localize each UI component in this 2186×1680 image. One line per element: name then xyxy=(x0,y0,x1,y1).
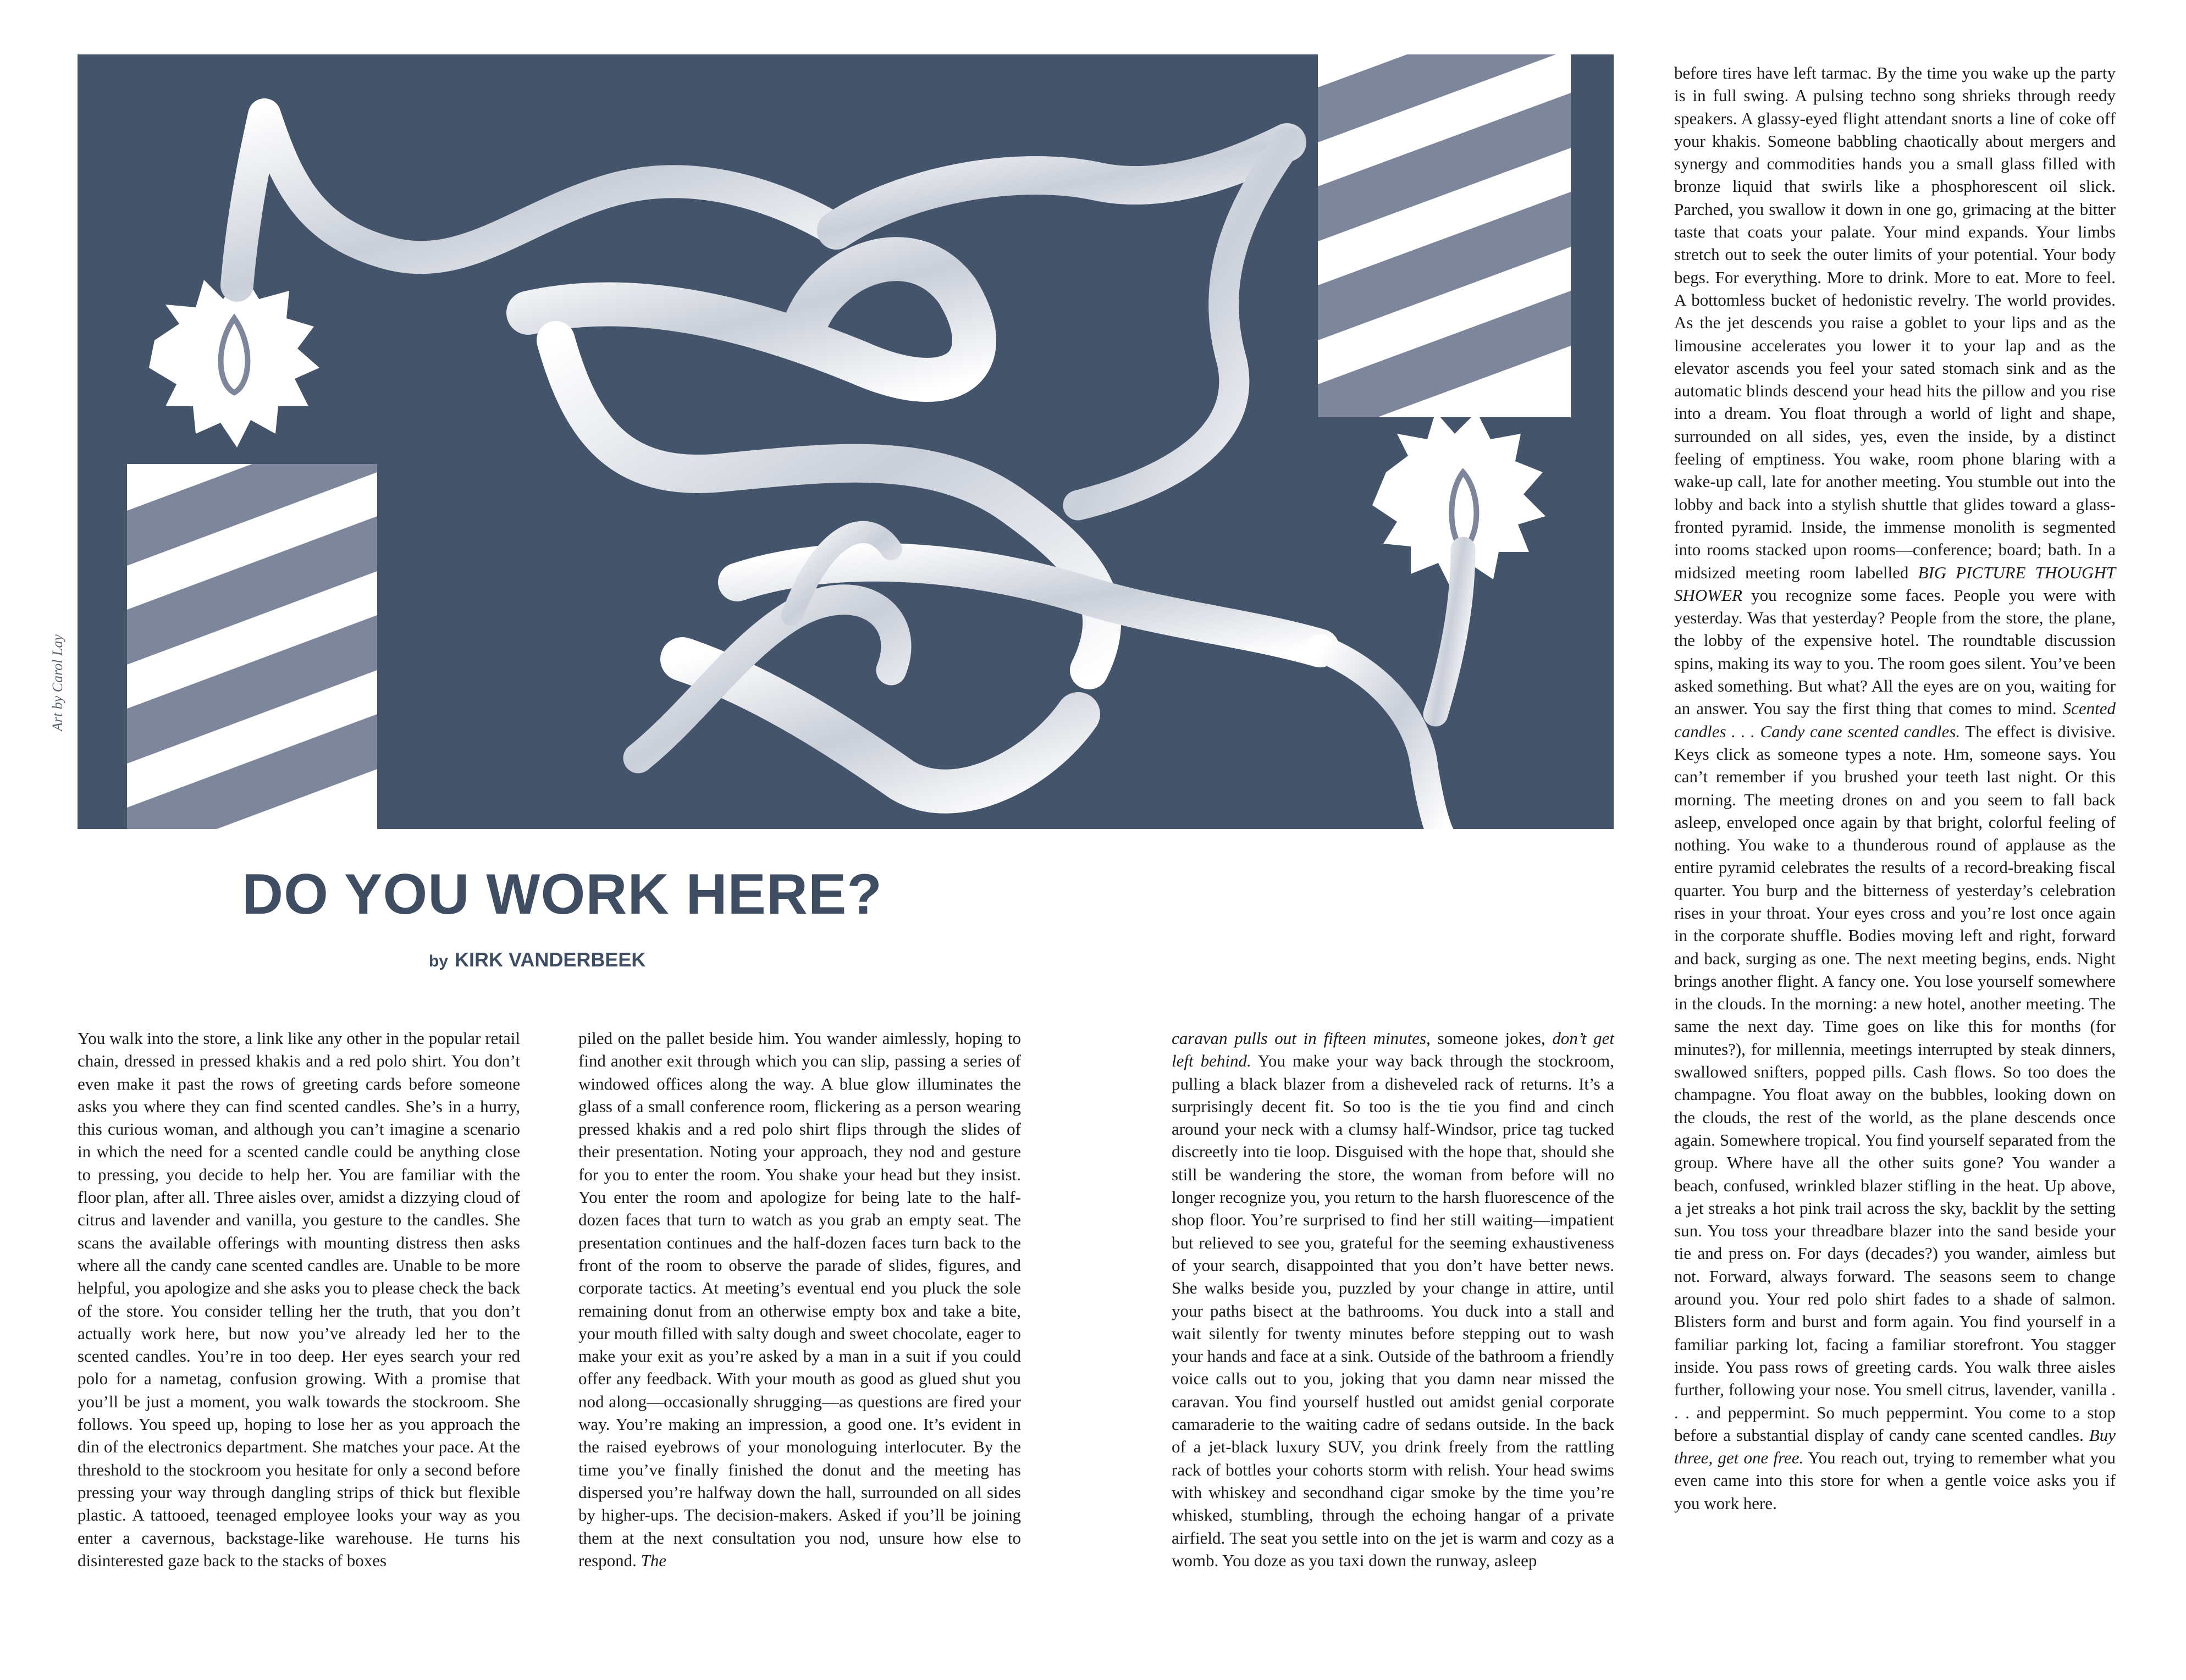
body-column-1: You walk into the store, a link like any other in the popular retail chain, dressed in pressed khakis and a red polo shirt. You don’t even make it past the rows of greeting cards before someone asks you where they can find scented candles. She’s in a hurry, this curious woman, and although you can’t imagine a scenario in which the need for a scented candle could be anything close to pressing, you decide to help her. You are familiar with the floor plan, after all. Three aisles over, amidst a dizzying cloud of citrus and lavender and vanilla, you gesture to the candles. She scans the available offerings with mounting distress then asks where all the candy cane scented candles are. Unable to be more helpful, you apologize and she asks you to please check the back of the store. You consider telling her the truth, that you don’t actually work here, but now you’ve already led her to the scented candles. You’re in too deep. Her eyes search your red polo for a nametag, confusion growing. With a promise that you’ll be just a moment, you walk towards the stockroom. She follows. You speed up, hoping to lose her as you approach the din of the electronics department. She matches your pace. At the threshold to the stockroom you hesitate for only a second before pressing your way through dangling strips of thick but flexible plastic. A tattooed, teenaged employee looks your way as you enter a cavernous, backstage-like warehouse. He turns his disinterested gaze back to the stacks of boxes xyxy=(78,1029,520,1570)
candles-ribbon-illustration xyxy=(78,54,1614,829)
illustration xyxy=(78,54,1614,829)
smoke-ribbon xyxy=(237,115,1463,829)
column-2-italic-end: The xyxy=(641,1550,667,1570)
article-title: DO YOU WORK HERE? xyxy=(242,863,882,926)
column-2-text: piled on the pallet beside him. You wander aimlessly, hoping to find another exit through which you can slip, passing a series of windowed offices along the way. A blue glow illuminates the glass of a small conference room, flickering as a person wearing pressed khakis and a red polo shirt flips through the slides of their presentation. Noting your approach, they nod and gesture for you to enter the room. You shake your head but they insist. You enter the room and apologize for being late to the half-dozen faces that turn to watch as you grab an empty seat. The presentation continues and the half-dozen faces turn back to the front of the room to observe the parade of slides, figures, and corporate tactics. At meeting’s eventual end you pluck the sole remaining donut from an otherwise empty box and take a bite, your mouth filled with salty dough and sweet chocolate, eager to make your exit as you’re asked by a man in a suit if you could offer any feedback. With your mouth as good as glued shut you nod along—occasionally shrugging—as questions are fired your way. You’re making an impression, a good one. It’s evident in the raised eyebrows of your monologuing interlocuter. By the time you’ve finally finished the donut and the meeting has dispersed you’re halfway down the hall, surrounded on all sides by higher-ups. The decision-makers. Asked if you’ll be joining them at the next consultation you nod, unsure how else to respond. xyxy=(578,1029,1021,1570)
room-label: BIG PICTURE THOUGHT SHOWER xyxy=(1674,562,2116,605)
column-4-text-a: before tires have left tarmac. By the time you wake up the party is in full swing. A pulsing techno song shrieks through reedy speakers. A glassy-eyed flight attendant snorts a line of coke off your khakis. Someone babbling chaotically about mergers and synergy and commodities hands you a small glass filled with bronze liquid that swirls like a phosphorescent oil slick. Parched, you swallow it down in one go, grimacing at the bitter taste that coats your palate. Your mind expands. Your limbs stretch out to seek the outer limits of your potential. Your body begs. For everything. More to drink. More to eat. More to feel. A bottomless bucket of hedonistic revelry. The world provides. As the jet descends you raise a goblet to your lips and as the limousine accelerates you lower it to your lap and as the elevator ascends you feel your sated stomach sink and as the automatic blinds descend your head hits the pillow and you rise into a dream. You float through a world of light and shape, surrounded on all sides, yes, even the inside, by a distinct feeling of emptiness. You wake, room phone blaring with a wake-up call, late for another meeting. You stumble out into the lobby and back into a stylish shuttle that glides toward a glass-fronted pyramid. Inside, the immense monolith is segmented into rooms stacked upon rooms—conference; board; bath. In a midsized meeting room labelled xyxy=(1674,63,2116,582)
column-3-italic-start: caravan pulls out in fifteen minutes xyxy=(1172,1029,1427,1048)
byline-prefix: by xyxy=(429,952,449,970)
body-column-3 xyxy=(1172,1027,1614,1643)
art-credit: Art by Carol Lay xyxy=(49,634,65,731)
column-3-quote: don’t get left behind. xyxy=(1172,1029,1614,1071)
right-candle xyxy=(1318,54,1571,439)
body-column-4 xyxy=(1674,62,2116,1656)
column-3-joke: , someone jokes, xyxy=(1426,1029,1553,1048)
column-4-text-d: You reach out, trying to remember what you even came into this store for when a gentle voice asks you if you work here. xyxy=(1674,1448,2116,1513)
candles-remark: Scented candles . . . Candy cane scented candles. xyxy=(1674,699,2116,741)
column-4-text-c: The effect is divisive. Keys click as someone types a note. Hm, someone says. You can’t remember if you brushed your teeth last night. Or this morning. The meeting drones on and you seem to fall back asleep, enveloped once again by that bright, colorful feeling of nothing. You wake to a thunderous round of applause as the entire pyramid celebrates the results of a record-breaking fiscal quarter. You burp and the bitterness of yesterday’s celebration rises in your throat. Your eyes cross and you’re lost once again in the corporate shuffle. Bodies moving left and right, forward and back, surging as one. The next meeting begins, ends. Night brings another flight. A fancy one. You lose yourself somewhere in the clouds. In the morning: a new hotel, another meeting. The same the next day. Time goes on like this for months (for minutes?), for millennia, meetings interrupted by steak dinners, swallowed snifters, popped pills. Cash flows. So too does the champagne. You float away on the bubbles, looking down on the clouds, the rest of the world, as the plane descends once again. Somewhere tropical. You find yourself separated from the group. Where have all the other suits gone? You wander a beach, confused, wrinkled blazer stifling in the heat. Up above, a jet streaks a hot pink trail across the sky, backlit by the setting sun. You toss your threadbare blazer into the sand beside your tie and press on. For days (decades?) you wander, aimless but not. Forward, always forward. The seasons seem to change around you. Your red polo shirt fades to a shade of salmon. Blisters form and burst and form again. You find yourself in a familiar parking lot, facing a familiar storefront. You stagger inside. You pass rows of greeting cards. You walk three aisles further, following your nose. You smell citrus, lavender, vanilla . . . and peppermint. So much peppermint. You come to a stop before a substantial display of candy cane scented candles. xyxy=(1674,721,2116,1445)
byline xyxy=(429,948,814,971)
body-column-2 xyxy=(578,1027,1021,1643)
store-offer: Buy three, get one free. xyxy=(1674,1425,2116,1468)
author-name: KIRK VANDERBEEK xyxy=(455,948,646,971)
column-3-text: You make your way back through the stockroom, pulling a black blazer from a disheveled rack of returns. It’s a surprisingly decent fit. So too is the tie you find and cinch around your neck with a clumsy half-Windsor, price tag tucked discreetly into tie loop. Disguised with the hope that, should she still be wandering the store, the woman from before will no longer recognize you, you return to the harsh fluorescence of the shop floor. You’re surprised to find her still waiting—impatient but relieved to see you, grateful for the seeming exhaustiveness of your search, disappointed that you don’t have better news. She walks beside you, puzzled by your change in attire, until your paths bisect at the bathrooms. You duck into a stall and wait silently for twenty minutes before stepping out to wash your hands and face at a sink. Outside of the bathroom a friendly voice calls out to you, joking that you damn near missed the caravan. You find yourself hustled out amidst genial corporate camaraderie to the waiting cadre of sedans outside. In the back of a jet-black luxury SUV, you drink freely from the rattling rack of bottles your cohorts storm with relish. Your head swims with whiskey and secondhand cigar smoke by the time you’re whisked, stumbling, through the echoing hangar of a private airfield. The seat you settle into on the jet is warm and cozy as a womb. You doze as you taxi down the runway, asleep xyxy=(1172,1051,1614,1570)
column-4-text-b: you recognize some faces. People you were with yesterday. Was that yesterday? People from the store, the plane, the lobby of the expensive hotel. The roundtable discussion spins, making its way to you. The room goes silent. You’ve been asked something. But what? All the eyes are on you, waiting for an answer. You say the first thing that comes to mind. xyxy=(1674,585,2116,719)
left-candle xyxy=(127,417,377,829)
